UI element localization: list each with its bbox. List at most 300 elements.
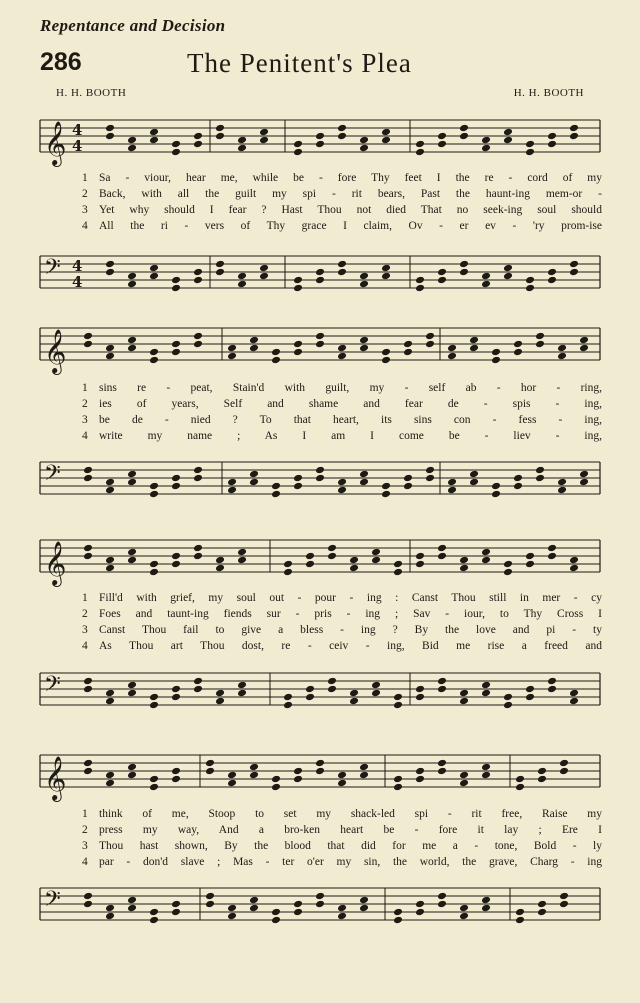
note-head: [149, 356, 159, 365]
note-head: [83, 340, 93, 349]
note-head: [525, 148, 535, 157]
note-head: [559, 759, 569, 768]
note-head: [305, 552, 315, 561]
note-head: [193, 474, 203, 483]
note-head: [393, 568, 403, 577]
note-head: [437, 892, 447, 901]
note-head: [259, 264, 269, 273]
bass-clef-icon: 𝄢: [44, 672, 61, 702]
note-head: [237, 556, 247, 565]
note-head: [491, 356, 501, 365]
note-head: [283, 560, 293, 569]
note-head: [105, 564, 115, 573]
music-credit: H. H. BOOTH: [513, 87, 584, 99]
note-head: [515, 775, 525, 784]
note-head: [127, 144, 137, 153]
note-head: [105, 268, 115, 277]
note-head: [105, 486, 115, 495]
note-head: [579, 336, 589, 345]
note-head: [105, 478, 115, 487]
note-head: [315, 132, 325, 141]
note-head: [481, 144, 491, 153]
note-head: [105, 912, 115, 921]
note-head: [525, 140, 535, 149]
treble-staff: [0, 110, 640, 170]
note-head: [283, 701, 293, 710]
verse-number: 4: [82, 640, 88, 652]
note-head: [459, 260, 469, 269]
note-head: [293, 340, 303, 349]
note-head: [193, 276, 203, 285]
note-head: [271, 908, 281, 917]
note-head: [171, 908, 181, 917]
note-head: [337, 486, 347, 495]
note-head: [127, 556, 137, 565]
note-head: [503, 136, 513, 145]
note-head: [149, 348, 159, 357]
lyrics-block: [0, 172, 640, 236]
note-head: [337, 771, 347, 780]
note-head: [83, 552, 93, 561]
note-head: [349, 689, 359, 698]
note-head: [149, 482, 159, 491]
note-head: [381, 272, 391, 281]
note-head: [425, 332, 435, 341]
note-head: [315, 474, 325, 483]
verse-number: 4: [82, 430, 88, 442]
note-head: [569, 697, 579, 706]
note-head: [459, 132, 469, 141]
note-head: [205, 759, 215, 768]
note-head: [515, 908, 525, 917]
note-head: [469, 336, 479, 345]
note-head: [127, 344, 137, 353]
note-head: [525, 552, 535, 561]
note-head: [105, 779, 115, 788]
note-head: [293, 140, 303, 149]
note-head: [171, 148, 181, 157]
note-head: [349, 556, 359, 565]
note-head: [403, 348, 413, 357]
note-head: [359, 904, 369, 913]
note-head: [83, 677, 93, 686]
note-head: [359, 144, 369, 153]
note-head: [305, 560, 315, 569]
note-head: [525, 685, 535, 694]
note-head: [337, 344, 347, 353]
note-head: [569, 564, 579, 573]
note-head: [149, 490, 159, 499]
note-head: [227, 912, 237, 921]
note-head: [393, 560, 403, 569]
note-head: [315, 268, 325, 277]
note-head: [171, 348, 181, 357]
lyric-text: Yet why should I fear ? Hast Thou not died That no seek-ing soul should: [99, 204, 602, 216]
note-head: [127, 136, 137, 145]
note-head: [437, 140, 447, 149]
note-head: [381, 482, 391, 491]
note-head: [337, 124, 347, 133]
lyric-text: Thou hast shown, By the blood that did for me a - tone, Bold - ly: [99, 840, 602, 852]
note-head: [503, 272, 513, 281]
note-head: [249, 904, 259, 913]
note-head: [127, 771, 137, 780]
note-head: [569, 556, 579, 565]
note-head: [513, 340, 523, 349]
note-head: [481, 904, 491, 913]
note-head: [381, 356, 391, 365]
note-head: [337, 260, 347, 269]
note-head: [447, 344, 457, 353]
note-head: [503, 128, 513, 137]
note-head: [381, 348, 391, 357]
note-head: [149, 560, 159, 569]
note-head: [447, 486, 457, 495]
note-head: [171, 474, 181, 483]
note-head: [425, 474, 435, 483]
verse-number: 4: [82, 856, 88, 868]
note-head: [193, 552, 203, 561]
note-head: [537, 775, 547, 784]
lyric-text: press my way, And a bro-ken heart be - fore it lay ; Ere I: [99, 824, 602, 836]
verse-number: 1: [82, 808, 88, 820]
note-head: [513, 348, 523, 357]
note-head: [293, 900, 303, 909]
note-head: [193, 544, 203, 553]
note-head: [481, 272, 491, 281]
note-head: [371, 681, 381, 690]
note-head: [227, 771, 237, 780]
note-head: [535, 466, 545, 475]
note-head: [513, 474, 523, 483]
note-head: [525, 693, 535, 702]
note-head: [271, 775, 281, 784]
note-head: [481, 280, 491, 289]
note-head: [293, 474, 303, 483]
note-head: [171, 284, 181, 293]
note-head: [293, 767, 303, 776]
note-head: [525, 560, 535, 569]
note-head: [315, 759, 325, 768]
note-head: [215, 132, 225, 141]
note-head: [469, 344, 479, 353]
note-head: [337, 912, 347, 921]
note-head: [127, 280, 137, 289]
note-head: [237, 681, 247, 690]
note-head: [503, 264, 513, 273]
note-head: [149, 775, 159, 784]
note-head: [437, 544, 447, 553]
treble-clef-icon: 𝄞: [44, 329, 67, 373]
verse-number: 3: [82, 414, 88, 426]
note-head: [393, 783, 403, 792]
bass-staff: [0, 663, 640, 723]
note-head: [149, 908, 159, 917]
note-head: [305, 693, 315, 702]
note-head: [481, 136, 491, 145]
note-head: [293, 148, 303, 157]
note-head: [171, 276, 181, 285]
note-head: [535, 332, 545, 341]
note-head: [349, 697, 359, 706]
note-head: [547, 685, 557, 694]
note-head: [415, 560, 425, 569]
section-title: Repentance and Decision: [40, 16, 226, 35]
note-head: [559, 892, 569, 901]
note-head: [271, 348, 281, 357]
note-head: [359, 896, 369, 905]
hymn-title: The Penitent's Plea: [187, 48, 412, 78]
note-head: [459, 268, 469, 277]
note-head: [215, 556, 225, 565]
note-head: [105, 771, 115, 780]
note-head: [205, 767, 215, 776]
note-head: [415, 775, 425, 784]
note-head: [171, 900, 181, 909]
note-head: [557, 352, 567, 361]
verse-number: 2: [82, 188, 88, 200]
lyric-text: be de - nied ? To that heart, its sins con - fess - ing,: [99, 414, 602, 426]
note-head: [171, 767, 181, 776]
note-head: [359, 763, 369, 772]
note-head: [415, 767, 425, 776]
note-head: [481, 681, 491, 690]
lyric-text: sins re - peat, Stain'd with guilt, my - self ab - hor - ring,: [99, 382, 602, 394]
note-head: [227, 344, 237, 353]
note-head: [415, 908, 425, 917]
note-head: [381, 264, 391, 273]
note-head: [437, 900, 447, 909]
note-head: [447, 478, 457, 487]
note-head: [337, 904, 347, 913]
note-head: [293, 482, 303, 491]
note-head: [359, 336, 369, 345]
note-head: [481, 689, 491, 698]
note-head: [227, 352, 237, 361]
note-head: [83, 892, 93, 901]
lyric-text: As Thou art Thou dost, re - ceiv - ing, Bid me rise a freed and: [99, 640, 602, 652]
note-head: [227, 779, 237, 788]
verse-number: 4: [82, 220, 88, 232]
note-head: [105, 697, 115, 706]
note-head: [515, 783, 525, 792]
note-head: [359, 478, 369, 487]
note-head: [127, 336, 137, 345]
note-head: [559, 900, 569, 909]
note-head: [149, 701, 159, 710]
note-head: [393, 775, 403, 784]
note-head: [547, 132, 557, 141]
note-head: [481, 548, 491, 557]
note-head: [403, 474, 413, 483]
treble-clef-icon: 𝄞: [44, 541, 67, 585]
note-head: [127, 689, 137, 698]
time-signature: 4: [72, 257, 83, 275]
note-head: [149, 783, 159, 792]
note-head: [193, 685, 203, 694]
note-head: [271, 356, 281, 365]
time-signature: 4: [72, 137, 83, 155]
note-head: [327, 677, 337, 686]
note-head: [149, 916, 159, 925]
note-head: [271, 482, 281, 491]
lyrics-block: [0, 808, 640, 872]
note-head: [371, 548, 381, 557]
note-head: [249, 771, 259, 780]
note-head: [415, 693, 425, 702]
note-head: [547, 268, 557, 277]
verse-number: 2: [82, 398, 88, 410]
note-head: [557, 478, 567, 487]
note-head: [437, 268, 447, 277]
note-head: [249, 763, 259, 772]
note-head: [193, 677, 203, 686]
note-head: [393, 693, 403, 702]
verse-number: 3: [82, 204, 88, 216]
note-head: [283, 693, 293, 702]
note-head: [559, 767, 569, 776]
note-head: [491, 490, 501, 499]
note-head: [105, 352, 115, 361]
note-head: [193, 466, 203, 475]
note-head: [547, 677, 557, 686]
note-head: [293, 775, 303, 784]
note-head: [83, 767, 93, 776]
note-head: [127, 904, 137, 913]
note-head: [359, 344, 369, 353]
note-head: [349, 564, 359, 573]
hymn-number: 286: [40, 48, 82, 76]
note-head: [105, 689, 115, 698]
treble-staff: [0, 318, 640, 378]
lyric-text: Foes and taunt-ing fiends sur - pris - ing ; Sav - iour, to Thy Cross I: [99, 608, 602, 620]
note-head: [249, 344, 259, 353]
note-head: [237, 548, 247, 557]
lyric-text: Fill'd with grief, my soul out - pour - ing : Canst Thou still in mer - cy: [99, 592, 602, 604]
note-head: [503, 568, 513, 577]
note-head: [305, 685, 315, 694]
note-head: [283, 568, 293, 577]
note-head: [315, 276, 325, 285]
note-head: [459, 564, 469, 573]
note-head: [569, 689, 579, 698]
note-head: [237, 136, 247, 145]
note-head: [459, 904, 469, 913]
note-head: [271, 490, 281, 499]
note-head: [437, 132, 447, 141]
bass-clef-icon: 𝄢: [44, 255, 61, 285]
note-head: [481, 763, 491, 772]
note-head: [437, 552, 447, 561]
note-head: [83, 544, 93, 553]
note-head: [437, 677, 447, 686]
note-head: [491, 482, 501, 491]
note-head: [481, 556, 491, 565]
note-head: [237, 280, 247, 289]
verse-number: 2: [82, 608, 88, 620]
note-head: [315, 340, 325, 349]
time-signature: 4: [72, 273, 83, 291]
note-head: [293, 348, 303, 357]
note-head: [569, 260, 579, 269]
note-head: [205, 892, 215, 901]
note-head: [127, 548, 137, 557]
note-head: [415, 276, 425, 285]
note-head: [337, 478, 347, 487]
note-head: [371, 689, 381, 698]
note-head: [337, 132, 347, 141]
note-head: [149, 136, 159, 145]
note-head: [127, 763, 137, 772]
note-head: [403, 482, 413, 491]
note-head: [557, 344, 567, 353]
treble-clef-icon: 𝄞: [44, 121, 67, 165]
verse-number: 2: [82, 824, 88, 836]
words-credit: H. H. BOOTH: [56, 87, 127, 99]
note-head: [171, 340, 181, 349]
note-head: [215, 564, 225, 573]
note-head: [259, 136, 269, 145]
note-head: [315, 892, 325, 901]
note-head: [171, 552, 181, 561]
note-head: [327, 552, 337, 561]
note-head: [393, 916, 403, 925]
note-head: [469, 478, 479, 487]
note-head: [425, 340, 435, 349]
note-head: [205, 900, 215, 909]
note-head: [315, 332, 325, 341]
note-head: [249, 336, 259, 345]
note-head: [149, 568, 159, 577]
note-head: [293, 276, 303, 285]
note-head: [525, 276, 535, 285]
note-head: [579, 344, 589, 353]
note-head: [515, 916, 525, 925]
note-head: [127, 681, 137, 690]
note-head: [437, 767, 447, 776]
note-head: [569, 132, 579, 141]
note-head: [237, 272, 247, 281]
note-head: [171, 775, 181, 784]
lyric-text: ies of years, Self and shame and fear de - spis - ing,: [99, 398, 602, 410]
note-head: [569, 268, 579, 277]
note-head: [537, 900, 547, 909]
note-head: [171, 140, 181, 149]
note-head: [215, 689, 225, 698]
note-head: [237, 689, 247, 698]
lyric-text: All the ri - vers of Thy grace I claim, Ov - er ev - 'ry prom-ise: [99, 220, 602, 232]
note-head: [105, 344, 115, 353]
lyric-text: Back, with all the guilt my spi - rit bears, Past the haunt-ing mem-or -: [99, 188, 602, 200]
verse-number: 1: [82, 382, 88, 394]
lyric-text: think of me, Stoop to set my shack-led spi - rit free, Raise my: [99, 808, 602, 820]
note-head: [227, 486, 237, 495]
note-head: [459, 779, 469, 788]
verse-number: 1: [82, 592, 88, 604]
note-head: [227, 478, 237, 487]
note-head: [381, 128, 391, 137]
note-head: [171, 560, 181, 569]
note-head: [503, 560, 513, 569]
note-head: [315, 767, 325, 776]
bass-staff: [0, 452, 640, 512]
lyric-text: par - don'd slave ; Mas - ter o'er my sin, the world, the grave, Charg - ing: [99, 856, 602, 868]
note-head: [127, 478, 137, 487]
note-head: [327, 544, 337, 553]
note-head: [259, 128, 269, 137]
note-head: [579, 470, 589, 479]
note-head: [381, 136, 391, 145]
